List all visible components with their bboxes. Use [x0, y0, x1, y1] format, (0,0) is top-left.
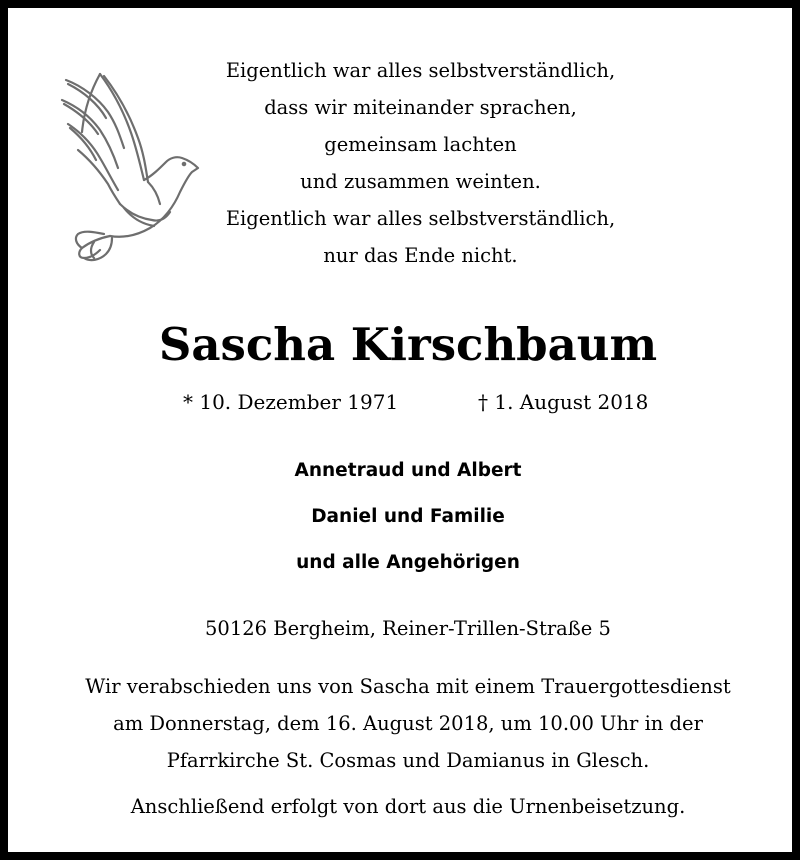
mourner-entry: Annetraud und Albert [294, 460, 522, 481]
poem-line: dass wir miteinander sprachen, [264, 96, 577, 119]
mourner-entry: und alle Angehörigen [296, 552, 520, 573]
death-date: † 1. August 2018 [478, 390, 649, 414]
service-announcement [8, 668, 800, 779]
mourners-list [8, 448, 800, 586]
poem-line: Eigentlich war alles selbstverständlich, [225, 59, 616, 82]
service-line: am Donnerstag, dem 16. August 2018, um 10.00 Uhr in der [113, 712, 703, 735]
poem [158, 52, 683, 274]
poem-line: gemeinsam lachten [324, 133, 517, 156]
mourner-entry: Daniel und Familie [311, 506, 505, 527]
deceased-name: Sascha Kirschbaum [158, 318, 658, 371]
birth-date: * 10. Dezember 1971 [183, 390, 399, 414]
poem-line: Eigentlich war alles selbstverständlich, [225, 207, 616, 230]
urn-burial-note: Anschließend erfolgt von dort aus die Urnenbeisetzung. [130, 795, 686, 818]
address: 50126 Bergheim, Reiner-Trillen-Straße 5 [205, 617, 611, 640]
service-line: Pfarrkirche St. Cosmas und Damianus in Glesch. [166, 749, 650, 772]
poem-line: nur das Ende nicht. [323, 244, 518, 267]
service-line: Wir verabschieden uns von Sascha mit einem Trauergottesdienst [85, 675, 731, 698]
poem-line: und zusammen weinten. [300, 170, 541, 193]
